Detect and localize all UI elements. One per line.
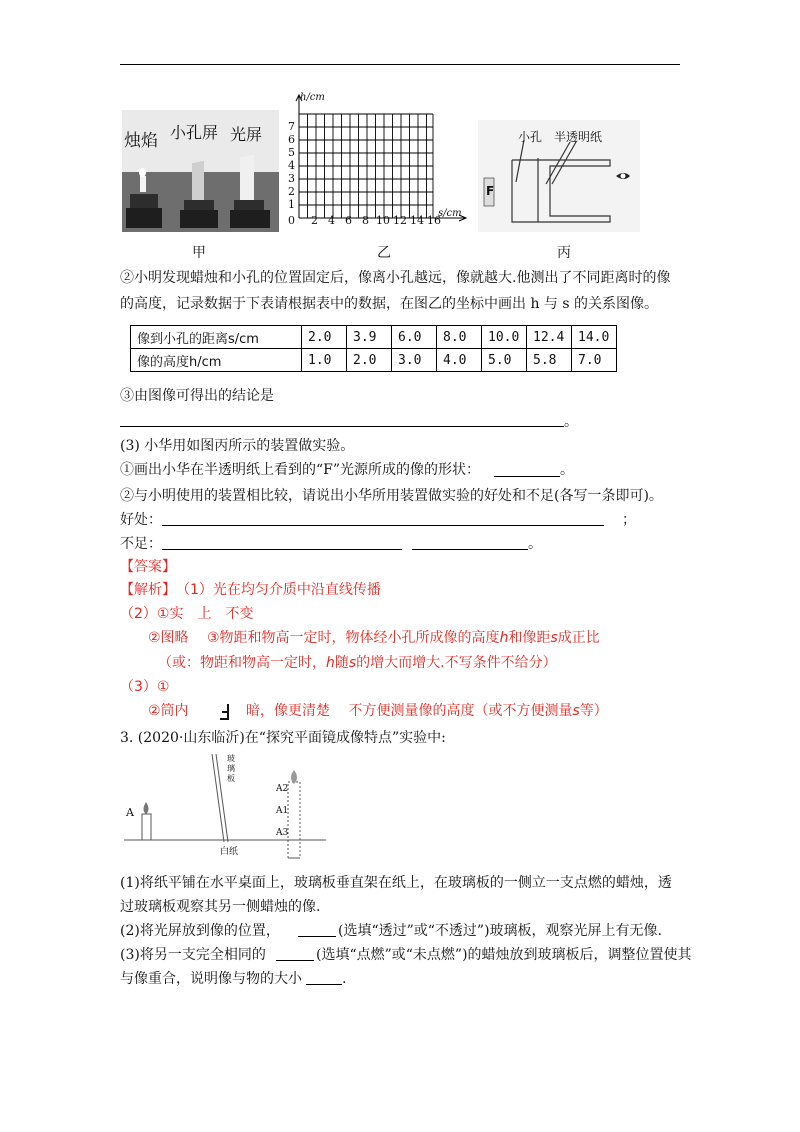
answer-blank[interactable] xyxy=(162,549,402,550)
answer-text: 的增大而增大.不写条件不给分） xyxy=(356,655,557,671)
candle-label: 烛焰 xyxy=(124,131,158,151)
position-a3-label: A3 xyxy=(276,828,289,838)
answer-blank[interactable] xyxy=(276,960,314,961)
table-cell: 7.0 xyxy=(572,349,617,372)
question-text: (选填“透过”或“不透过”)玻璃板，观察光屏上有无像. xyxy=(338,923,663,939)
translucent-paper-label: 半透明纸 xyxy=(554,130,603,144)
table-cell: 12.4 xyxy=(527,326,572,349)
answer-var: h xyxy=(326,655,335,671)
answer-line xyxy=(246,701,608,721)
x-tick: 14 xyxy=(410,214,424,227)
y-axis-label: h/cm xyxy=(300,92,325,103)
advantage-label: 好处： xyxy=(120,512,162,528)
table-row-header: 像的高度h/cm xyxy=(131,349,302,372)
question-line: (1)将纸平铺在水平桌面上，玻璃板垂直架在纸上，在玻璃板的一侧立一支点燃的蜡烛，透 xyxy=(120,875,672,891)
analysis-tag: 【解析】 xyxy=(120,582,176,598)
figure-bing-caption: 丙 xyxy=(557,245,571,261)
problem-title: 3. (2020·山东临沂)在“探究平面镜成像特点”实验中: xyxy=(120,730,446,746)
x-tick: 12 xyxy=(393,214,407,227)
question-line: ①画出小华在半透明纸上看到的“F”光源所成的像的形状： xyxy=(120,462,481,478)
white-paper-label: 白纸 xyxy=(220,847,239,857)
candle xyxy=(140,176,146,192)
x-tick: 8 xyxy=(362,214,369,227)
answer-line: （3）① xyxy=(120,679,170,695)
answer-blank[interactable] xyxy=(494,476,560,477)
header-rule xyxy=(120,64,680,65)
answer-blank[interactable] xyxy=(306,984,342,985)
answer-text: ②图略 ③物距和物高一定时，物体经小孔所成像的高度 xyxy=(148,630,500,646)
figure-yi-caption: 乙 xyxy=(377,245,391,261)
y-tick: 7 xyxy=(288,120,295,133)
answer-text: ②筒内 xyxy=(148,703,189,719)
question-line: ②小明发现蜡烛和小孔的位置固定后，像离小孔越远，像就越大.他测出了不同距离时的像 xyxy=(120,270,671,286)
x-axis-label: s/cm xyxy=(438,208,462,219)
x-tick: 6 xyxy=(345,214,352,227)
glass-plate-label: 玻璃板 xyxy=(227,754,235,783)
position-a1-label: A1 xyxy=(276,806,289,816)
answer-blank[interactable] xyxy=(120,426,564,427)
f-light-source-label: F xyxy=(486,184,495,198)
answer-var: h xyxy=(499,630,509,646)
end-mark: ； xyxy=(622,512,636,528)
table-row xyxy=(131,326,617,349)
table-cell: 2.0 xyxy=(347,349,392,372)
answer-text: 等） xyxy=(579,703,608,719)
table-cell: 10.0 xyxy=(482,326,527,349)
mirror-experiment-figure xyxy=(120,752,330,864)
question-line xyxy=(120,921,280,941)
answer-text: 成正比 xyxy=(557,630,600,646)
answer-line: （1）光在均匀介质中沿直线传播 xyxy=(176,582,381,598)
answer-blank[interactable] xyxy=(298,936,336,937)
answer-var: s xyxy=(572,703,580,719)
end-mark: 。 xyxy=(560,462,574,478)
table-cell: 5.0 xyxy=(482,349,527,372)
table-cell: 3.0 xyxy=(392,349,437,372)
answer-line xyxy=(148,701,189,721)
table-cell: 6.0 xyxy=(392,326,437,349)
y-tick: 2 xyxy=(288,185,295,198)
end-mark: 。 xyxy=(528,536,542,552)
candle-a-label: A xyxy=(126,806,134,819)
table-cell: 8.0 xyxy=(437,326,482,349)
table-cell: 3.9 xyxy=(347,326,392,349)
table-cell: 14.0 xyxy=(572,326,617,349)
answer-text: 暗，像更清楚 不方便测量像的高度（或不方便测量 xyxy=(246,703,573,719)
answer-text: （或：物距和物高一定时， xyxy=(158,655,326,671)
figure-yi xyxy=(280,92,470,232)
y-tick: 3 xyxy=(288,172,295,185)
question-line: 的高度，记录数据于下表请根据表中的数据，在图乙的坐标中画出 h 与 s 的关系图像。 xyxy=(120,296,658,312)
y-tick: 6 xyxy=(288,133,295,146)
y-tick: 1 xyxy=(288,198,295,211)
answer-blank[interactable] xyxy=(412,549,528,550)
data-table xyxy=(130,325,617,372)
x-tick: 4 xyxy=(328,214,335,227)
figure-jia xyxy=(122,110,279,232)
table-cell: 5.8 xyxy=(527,349,572,372)
table-cell: 2.0 xyxy=(302,326,347,349)
pinhole-screen xyxy=(192,161,204,204)
position-a2-label: A2 xyxy=(276,784,289,794)
y-tick: 5 xyxy=(288,146,295,159)
answer-blank[interactable] xyxy=(162,525,604,526)
origin-label: 0 xyxy=(288,214,295,227)
y-tick: 4 xyxy=(288,159,295,172)
x-tick: 10 xyxy=(376,214,390,227)
question-line: (3) 小华用如图丙所示的装置做实验。 xyxy=(120,438,355,454)
answer-text: 和像距 xyxy=(508,630,551,646)
answer-var: s xyxy=(550,630,558,646)
light-screen xyxy=(240,155,254,204)
answer-var: s xyxy=(348,655,357,671)
pinhole-screen-label: 小孔屏 xyxy=(170,123,219,142)
table-cell: 4.0 xyxy=(437,349,482,372)
question-line: 过玻璃板观察其另一侧蜡烛的像. xyxy=(120,899,321,915)
end-mark: . xyxy=(342,971,347,987)
figure-jia-caption: 甲 xyxy=(192,245,206,261)
answer-line xyxy=(158,653,557,673)
table-row-header: 像到小孔的距离s/cm xyxy=(131,326,302,349)
answer-tag: 【答案】 xyxy=(120,559,176,575)
conclusion-prompt: ③由图像可得出的结论是 xyxy=(120,388,274,404)
question-text: 与像重合，说明像与物的大小 xyxy=(120,971,302,987)
end-mark: 。 xyxy=(564,414,578,430)
table-row xyxy=(131,349,617,372)
answer-text: 随 xyxy=(334,655,349,671)
question-text: (选填“点燃”或“未点燃”)的蜡烛放到玻璃板后，调整位置使其 xyxy=(316,947,692,963)
hole-label: 小孔 xyxy=(518,130,543,144)
question-text: (3)将另一支完全相同的 xyxy=(120,947,266,963)
answer-line xyxy=(148,628,600,648)
question-text: (2)将光屏放到像的位置， xyxy=(120,923,280,939)
figure-bing xyxy=(478,120,640,232)
x-tick: 2 xyxy=(311,214,318,227)
question-line: ②与小明使用的装置相比较，请说出小华所用装置做实验的好处和不足(各写一条即可)。 xyxy=(120,488,663,504)
disadvantage-label: 不足： xyxy=(120,536,162,552)
light-screen-label: 光屏 xyxy=(230,125,263,144)
answer-line: （2）①实 上 不变 xyxy=(120,606,254,622)
table-cell: 1.0 xyxy=(302,349,347,372)
x-tick: 16 xyxy=(427,214,441,227)
inverted-f-image xyxy=(218,703,232,721)
